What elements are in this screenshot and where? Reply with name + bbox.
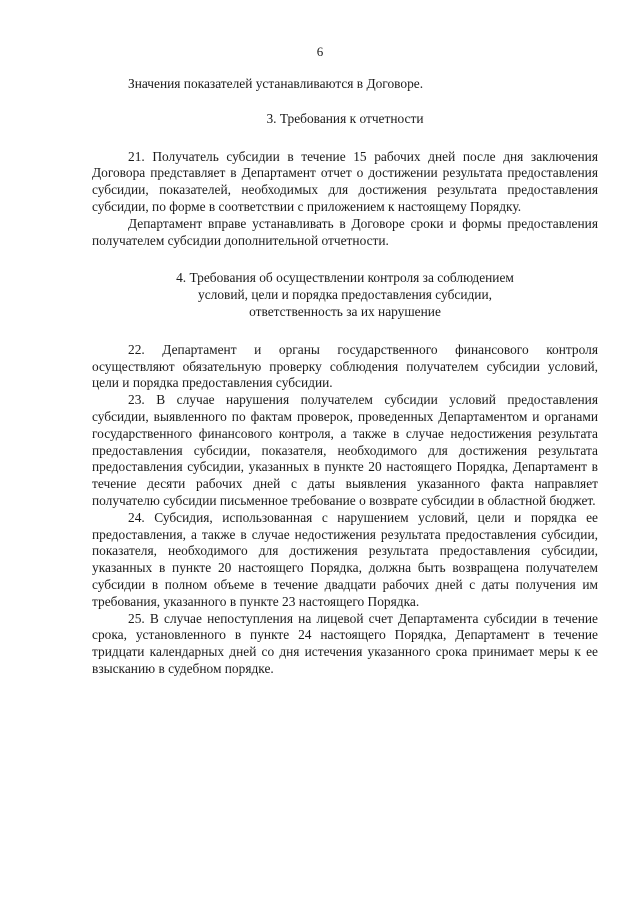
- section-4-heading: [92, 270, 598, 320]
- section-4-heading-line-1: 4. Требования об осуществлении контроля за соблюдением: [176, 270, 514, 286]
- paragraph-21: 21. Получатель субсидии в течение 15 рабочих дней после дня заключения Договора представляет в Департамент отчет о достижении результата предоставления субсидии, показателей, необходимых для достижения результата предоставления субсидии, по форме в соответствии с приложением к настоящему Порядку.: [92, 148, 598, 214]
- paragraph-24: 24. Субсидия, использованная с нарушением условий, цели и порядка ее предоставления, а также в случае недостижения результата предоставления субсидии, показателя, необходимого для достижения результата предоставления субсидии, указанных в пункте 20 настоящего Порядка, должна быть возвращена получателем субсидии в полном объеме в течение двадцати рабочих дней с даты получения им требования, указанного в пункте 23 настоящего Порядка.: [92, 509, 598, 609]
- paragraph-21-continued: Департамент вправе устанавливать в Договоре сроки и формы предоставления получателем субсидии дополнительной отчетности.: [92, 215, 598, 248]
- section-4-heading-line-2: условий, цели и порядка предоставления субсидии,: [198, 287, 492, 303]
- paragraph-25: 25. В случае непоступления на лицевой счет Департамента субсидии в течение срока, установленного в пункте 24 настоящего Порядка, Департамент в течение тридцати календарных дней со дня истечения указанного срока принимает меры к ее взысканию в судебном порядке.: [92, 610, 598, 676]
- paragraph-22: 22. Департамент и органы государственного финансового контроля осуществляют обязательную проверку соблюдения получателем субсидии условий, цели и порядка предоставления субсидии.: [92, 341, 598, 391]
- section-3-heading: 3. Требования к отчетности: [266, 110, 424, 126]
- section-4-heading-line-3: ответственность за их нарушение: [249, 303, 441, 319]
- paragraph-23: 23. В случае нарушения получателем субсидии условий предоставления субсидии, выявленного по фактам проверок, проведенных Департаментом и органами государственного финансового контроля, а также в случае недостижения результата предоставления субсидии, показателя, необходимого для достижения результата предоставления субсидии, указанных в пункте 20 настоящего Порядка, Департамент в течение десяти рабочих дней с даты выявления указанного факта направляет получателю субсидии письменное требование о возврате субсидии в областной бюджет.: [92, 392, 598, 508]
- intro-paragraph: Значения показателей устанавливаются в Договоре.: [128, 76, 424, 91]
- page-number: 6: [316, 44, 324, 59]
- document-body: [92, 76, 598, 678]
